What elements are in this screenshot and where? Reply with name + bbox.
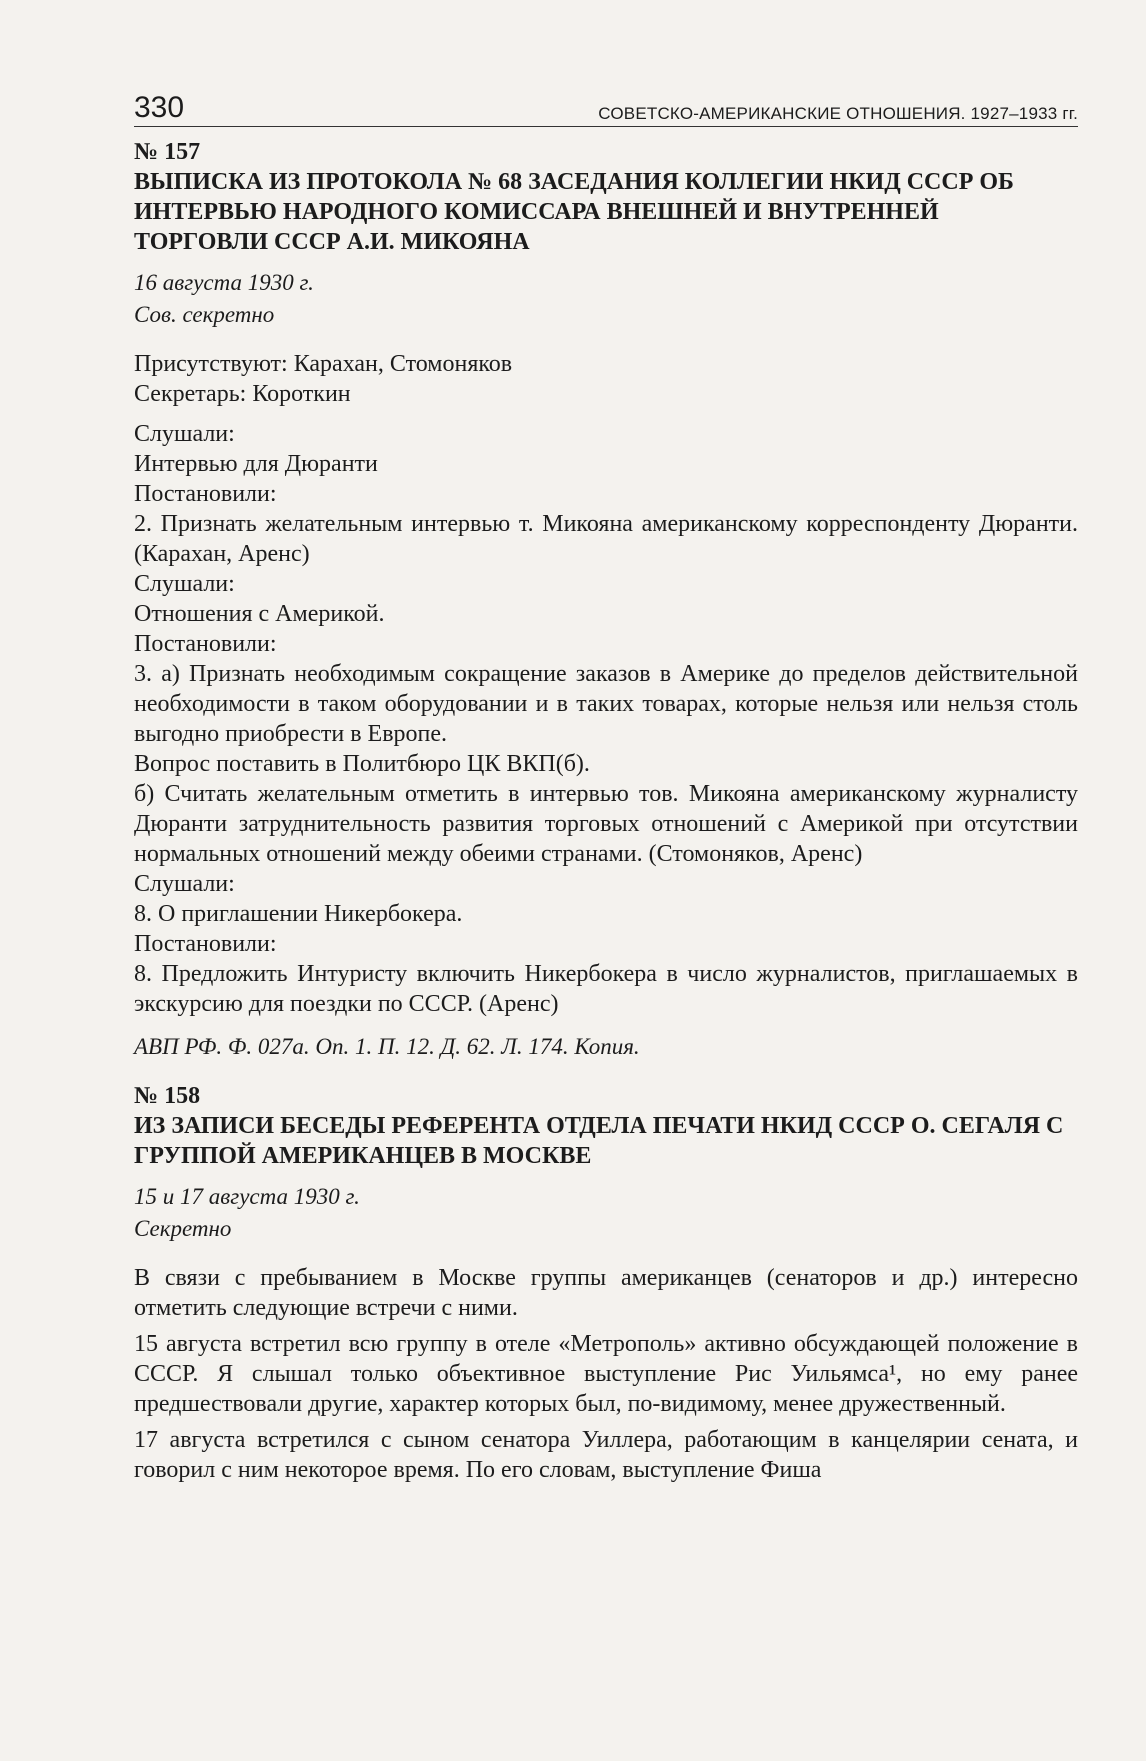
text-paragraph: б) Считать желательным отметить в интервью тов. Микояна американскому журналисту Дюранти затруднительность развития торговых отношений с Америкой при отсутствии нормальных отношений между обеими странами. (Стомоняков, Аренс) <box>134 781 1078 867</box>
text-line: Постановили: <box>134 931 277 957</box>
doc-meta <box>134 1181 1078 1245</box>
text-line: 8. О приглашении Никербокера. <box>134 901 463 927</box>
doc-number: № 157 <box>134 139 201 165</box>
page-number: 330 <box>134 91 185 124</box>
text-line: Слушали: <box>134 421 235 447</box>
doc-body <box>134 1263 1078 1485</box>
document-157 <box>134 137 1078 1063</box>
text-paragraph: В связи с пребыванием в Москве группы американцев (сенаторов и др.) интересно отметить следующие встречи с ними. <box>134 1265 1078 1321</box>
document-158 <box>134 1081 1078 1485</box>
doc-number: № 158 <box>134 1083 201 1109</box>
doc-body <box>134 349 1078 1019</box>
doc-date: 15 и 17 августа 1930 г. <box>134 1184 360 1209</box>
text-paragraph: 15 августа встретил всю группу в отеле «Метрополь» активно обсуждающей положение в СССР. Я слышал только объективное выступление Рис Уильямса¹, но ему ранее предшествовали другие, характер которых был, по-видимому, менее дружественный. <box>134 1331 1078 1417</box>
text-line: Постановили: <box>134 481 277 507</box>
doc-classification: Секретно <box>134 1216 232 1241</box>
doc-title: ИЗ ЗАПИСИ БЕСЕДЫ РЕФЕРЕНТА ОТДЕЛА ПЕЧАТИ НКИД СССР О. СЕГАЛЯ С ГРУППОЙ АМЕРИКАНЦЕВ В МОСКВЕ <box>134 1113 1064 1169</box>
text-line: Слушали: <box>134 871 235 897</box>
doc-meta <box>134 267 1078 331</box>
text-line: Присутствуют: Карахан, Стомоняков <box>134 351 513 377</box>
text-line: Отношения с Америкой. <box>134 601 385 627</box>
text-line: Интервью для Дюранти <box>134 451 378 477</box>
text-line: Вопрос поставить в Политбюро ЦК ВКП(б). <box>134 751 590 777</box>
doc-date: 16 августа 1930 г. <box>134 270 314 295</box>
doc-title: ВЫПИСКА ИЗ ПРОТОКОЛА № 68 ЗАСЕДАНИЯ КОЛЛЕГИИ НКИД СССР ОБ ИНТЕРВЬЮ НАРОДНОГО КОМИССАРА ВНЕШНЕЙ И ВНУТРЕННЕЙ ТОРГОВЛИ СССР А.И. МИКОЯНА <box>134 169 1014 255</box>
running-header <box>134 92 1078 127</box>
page <box>134 92 1078 1485</box>
text-line: Постановили: <box>134 631 277 657</box>
text-paragraph: 17 августа встретился с сыном сенатора Уиллера, работающим в канцелярии сената, и говорил с ним некоторое время. По его словам, выступление Фиша <box>134 1427 1078 1483</box>
running-title: СОВЕТСКО-АМЕРИКАНСКИЕ ОТНОШЕНИЯ. 1927–1933 гг. <box>598 104 1078 123</box>
archive-reference: АВП РФ. Ф. 027а. Оп. 1. П. 12. Д. 62. Л. 174. Копия. <box>134 1034 640 1059</box>
text-paragraph: 8. Предложить Интуристу включить Никербокера в число журналистов, приглашаемых в экскурсию для поездки по СССР. (Аренс) <box>134 961 1078 1017</box>
text-line: Слушали: <box>134 571 235 597</box>
text-paragraph: 3. а) Признать необходимым сокращение заказов в Америке до пределов действительной необходимости в таком оборудовании и в таких товарах, которые нельзя или нельзя столь выгодно приобрести в Европе. <box>134 661 1078 747</box>
text-line: Секретарь: Короткин <box>134 381 351 407</box>
text-paragraph: 2. Признать желательным интервью т. Микояна американскому корреспонденту Дюранти. (Карахан, Аренс) <box>134 511 1078 567</box>
doc-classification: Сов. секретно <box>134 302 275 327</box>
